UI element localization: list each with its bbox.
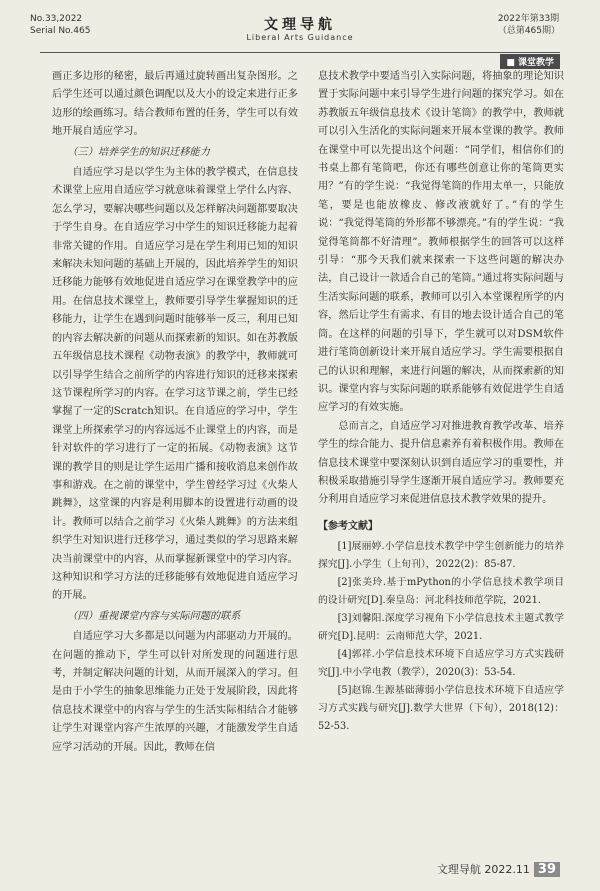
total-issue: （总第465期）: [497, 26, 560, 36]
reference-item: [3]刘馨阳.深度学习视角下小学信息技术主题式教学研究[D].昆明：云南师范大学，2021.: [318, 613, 564, 643]
paragraph: 总而言之，自适应学习对推进教育教学改革、培养学生的综合能力、提升信息素养有着积极作用。教师在信息技术课堂中要深刻认识到自适应学习的重要性，并积极采取措施引导学生逐渐开展自适应学习。教师要充分利用自适应学习来促进信息技术教学效果的提升。: [318, 420, 564, 506]
page-footer: [437, 861, 560, 877]
issue-info-right: [498, 13, 560, 37]
serial-number: Serial No.465: [30, 26, 91, 36]
section-tab: ■ 课堂教学: [500, 54, 560, 69]
section-heading: （四）重视课堂内容与实际问题的联系: [67, 610, 241, 622]
reference-item: [5]赵锦.生源基础薄弱小学信息技术环境下自适应学习方式实践与研究[J].数学大世界（下旬），2018(12)：52-53.: [318, 685, 564, 733]
paragraph: 自适应学习大多都是以问题为内部驱动力开展的。在问题的推动下，学生可以针对所发现的问题进行思考，并制定解决问题的计划，从而开展深入的学习。但是由于小学生的抽象思维能力正处于发展阶段，因此将信息技术课堂中的内容与学生的生活实际相结合才能够让学生对课堂内容产生浓厚的兴趣，才能激发学生自适应学习活动的开展。因此，教师在信: [52, 631, 298, 753]
journal-title: 文理导航: [264, 17, 336, 33]
section-heading: （三）培养学生的知识迁移能力: [67, 146, 210, 158]
paragraph: 息技术教学中要适当引入实际问题，将抽象的理论知识置于实际问题中来引导学生进行问题的探究学习。如在苏教版五年级信息技术《设计笔筒》的教学中，教师就可以引入生活化的实际问题来开展本堂课的教学。教师在课堂中可以先提出这个问题：“同学们，相信你们的书桌上都有笔筒吧，你还有哪些创意让你的笔筒更实用？”有的学生说：“我觉得笔筒的作用太单一，只能放笔，要是也能放橡皮、修改液就好了。”有的学生说：“我觉得笔筒的外形都不够漂亮。”有的学生说：“我觉得笔筒都不好清理”。教师根据学生的回答可以这样引导：“那今天我们就来探索一下这些问题的解决办法，自己设计一款适合自己的笔筒。”通过将实际问题与生活实际问题的联系，教师可以引入本堂课程所学的内容，然后让学生有需求、有目的地去设计适合自己的笔筒。在这样的问题的引导下，学生就可以对DSM软件进行笔筒创新设计来开展自适应学习。学生需要根据自己的认识和理解，来进行问题的解决，从而探索新的知识。课堂内容与实际问题的联系能够有效促进学生自适应学习的有效实施。: [318, 71, 564, 414]
page-number: 39: [534, 862, 560, 877]
references-heading: 【参考文献】: [318, 520, 378, 532]
reference-item: [1]展丽婷.小学信息技术教学中学生创新能力的培养探究[J].小学生（上旬刊），2022(2)：85-87.: [318, 541, 564, 571]
paragraph: 自适应学习是以学生为主体的教学模式，在信息技术课堂上应用自适应学习就意味着课堂上学什么内容、怎么学习，要解决哪些问题以及怎样解决问题都要取决于学生自身。在自适应学习中学生的知识迁移能力起着非常关键的作用。自适应学习是在学生利用已知的知识来解决未知问题的基础上开展的，因此培养学生的知识迁移能力能够有效地促进自适应学习在课堂教学中的应用。在信息技术课堂上，教师要引导学生掌握知识的迁移能力，让学生在遇到问题时能够举一反三，利用已知的内容去解决新的问题从而探索新的知识。如在苏教版五年级信息技术课程《动物表演》的教学中，教师就可以引导学生结合之前所学的内容进行知识的迁移来探索这节课程所学习的内容。在学习这节课之前，学生已经掌握了一定的Scratch知识。在自适应的学习中，学生课堂上所探索学习的内容远远不止课堂上的内容，而是针对软件的学习进行了一定的拓展。《动物表演》这节课的教学目的则是让学生运用广播和接收消息来创作故事和游戏。在之前的课堂中，学生曾经学习过《火柴人跳舞》，这堂课的内容是利用脚本的设置进行动画的设计。教师可以结合之前学习《火柴人跳舞》的方法来组织学生对知识进行迁移学习，通过类似的学习思路来解决当前课堂中的内容，从而掌握新课堂中的学习内容。这种知识和学习方法的迁移能够有效地促进自适应学习的开展。: [52, 167, 298, 602]
reference-item: [2]张美玲.基于mPython的小学信息技术教学项目的设计研究[D].秦皇岛：河北科技师范学院，2021.: [318, 577, 564, 607]
journal-subtitle: Liberal Arts Guidance: [246, 33, 354, 42]
issue-number: No.33,2022: [30, 14, 83, 24]
footer-journal-issue: 文理导航 2022.11: [436, 863, 530, 876]
left-column: [52, 68, 298, 757]
paragraph: 画正多边形的秘密，最后再通过旋转画出复杂图形。之后学生还可以通过颜色调配以及大小的设定来进行正多边形的绘画练习。结合教师布置的任务，学生可以有效地开展自适应学习。: [52, 71, 298, 138]
header-divider: [40, 52, 560, 53]
year-issue: 2022年第33期: [497, 14, 560, 24]
reference-item: [4]郭祥.小学信息技术环境下自适应学习方式实践研究[J].中小学电教（教学），2020(3)：53-54.: [318, 649, 564, 679]
right-column: [318, 68, 564, 736]
